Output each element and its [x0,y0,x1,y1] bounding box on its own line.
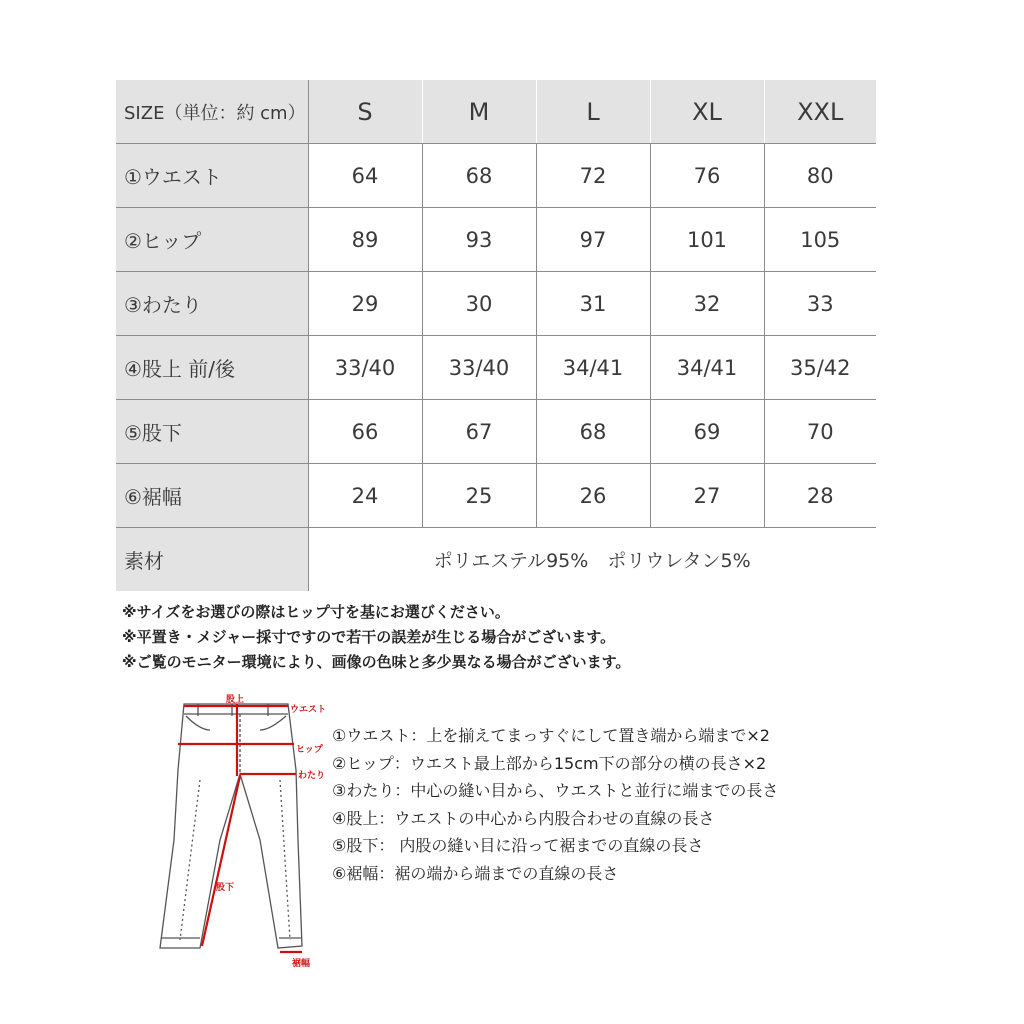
table-cell: 70 [764,400,876,464]
table-cell: 64 [308,144,422,208]
thigh-label: わたり [298,771,326,781]
table-cell: 68 [422,144,536,208]
row-label: ②ヒップ [116,208,308,272]
table-row [116,464,876,528]
measurement-legend [332,722,778,887]
table-cell: 72 [536,144,650,208]
size-header: XL [650,80,764,144]
legend-item: ⑤股下： 内股の縫い目に沿って裾までの直線の長さ [332,836,704,855]
table-row [116,144,876,208]
legend-item: ②ヒップ：ウエスト最上部から15cm下の部分の横の長さ×2 [332,753,767,773]
table-cell: 29 [308,272,422,336]
table-cell: 68 [536,400,650,464]
row-label: ③わたり [116,272,308,336]
table-cell: 105 [764,208,876,272]
size-header: XXL [764,80,876,144]
size-chart-table [116,80,876,591]
legend-item: ⑥裾幅：裾の端から端までの直線の長さ [332,863,619,883]
table-row [116,400,876,464]
table-cell: 69 [650,400,764,464]
hem-label: 裾幅 [292,959,311,969]
note-line: ※ご覧のモニター環境により、画像の色味と多少異なる場合がございます。 [122,653,631,671]
table-cell: 34/41 [650,336,764,400]
row-label: ①ウエスト [116,144,308,208]
table-cell: 30 [422,272,536,336]
legend-item: ④股上：ウエストの中心から内股合わせの直線の長さ [332,808,715,828]
hip-label: ヒップ [296,745,323,755]
material-label: 素材 [116,528,308,592]
table-row [116,272,876,336]
row-label: ⑥裾幅 [116,464,308,528]
material-row [116,528,876,592]
table-cell: 32 [650,272,764,336]
table-row [116,208,876,272]
unit-label: SIZE（単位：約 cm） [116,80,308,144]
rise-label: 股上 [226,695,245,705]
table-cell: 35/42 [764,336,876,400]
size-header: L [536,80,650,144]
row-label: ④股上 前/後 [116,336,308,400]
table-cell: 93 [422,208,536,272]
note-line: ※サイズをお選びの際はヒップ寸を基にお選びください。 [122,603,510,621]
table-cell: 25 [422,464,536,528]
table-cell: 33 [764,272,876,336]
pants-illustration [140,690,340,980]
table-cell: 66 [308,400,422,464]
legend-item: ③わたり：中心の縫い目から、ウエストと並行に端までの長さ [332,781,779,800]
table-cell: 28 [764,464,876,528]
table-cell: 80 [764,144,876,208]
table-cell: 67 [422,400,536,464]
pants-diagram [140,690,340,980]
table-cell: 33/40 [422,336,536,400]
table-cell: 24 [308,464,422,528]
notes [122,600,630,675]
table-cell: 27 [650,464,764,528]
row-label: ⑤股下 [116,400,308,464]
waist-label: ウエスト [290,705,327,715]
table-cell: 101 [650,208,764,272]
material-value: ポリエステル95% ポリウレタン5% [433,550,751,572]
table-cell: 31 [536,272,650,336]
size-header: M [422,80,536,144]
legend-item: ①ウエスト：上を揃えてまっすぐにして置き端から端まで×2 [332,726,770,745]
size-header: S [308,80,422,144]
table-cell: 76 [650,144,764,208]
note-line: ※平置き・メジャー採寸ですので若干の誤差が生じる場合がございます。 [122,628,616,646]
table-cell: 34/41 [536,336,650,400]
table-cell: 33/40 [308,336,422,400]
table-cell: 26 [536,464,650,528]
table-cell: 89 [308,208,422,272]
table-header-row [116,80,876,144]
table-cell: 97 [536,208,650,272]
table-row [116,336,876,400]
inseam-label: 股下 [216,883,235,893]
